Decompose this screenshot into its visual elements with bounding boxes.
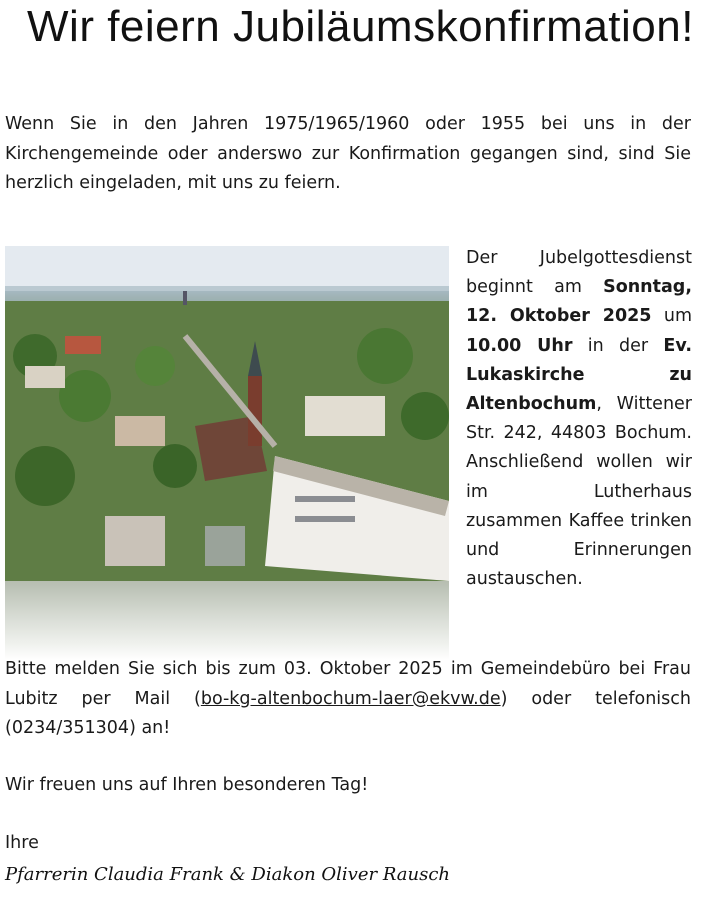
service-text-4: , Wittener Str. 242, 44803 Bochum. Anschließend wollen wir im Lutherhaus zusammen Kaffee trinken und Erinnerungen austauschen. (466, 394, 692, 590)
closing-text: Ihre (5, 833, 39, 853)
thanks-paragraph: Wir freuen uns auf Ihren besonderen Tag! (5, 775, 369, 795)
service-text-2: um (651, 306, 692, 327)
registration-paragraph (5, 655, 691, 744)
service-church: Ev. Lukaskirche zu Altenbochum (466, 335, 692, 415)
aerial-photo (5, 246, 449, 660)
service-date: Sonntag, 12. Oktober 2025 (466, 277, 692, 327)
service-time: 10.00 Uhr (466, 335, 573, 356)
signature: Pfarrerin Claudia Frank & Diakon Oliver Rausch (5, 864, 451, 885)
service-text-3: in der (572, 335, 664, 356)
register-text-1: Bitte melden Sie sich bis zum 03. Oktober 2025 im Gemeindebüro bei Frau Lubitz per Mail ( (5, 659, 691, 709)
aerial-photo-reflection (5, 581, 449, 660)
service-details (466, 244, 692, 594)
page-title: Wir feiern Jubiläumskonfirmation! (27, 2, 694, 51)
aerial-photo-drawing (5, 246, 449, 581)
register-text-2: ) oder telefonisch (0234/351304) an! (5, 688, 692, 738)
email-link[interactable]: bo-kg-altenbochum-laer@ekvw.de (200, 688, 501, 709)
service-text-1: Der Jubelgottesdienst beginnt am (466, 248, 692, 298)
intro-paragraph: Wenn Sie in den Jahren 1975/1965/1960 oder 1955 bei uns in der Kirchengemeinde oder anderswo zur Konfirmation gegangen sind, sind Sie herzlich eingeladen, mit uns zu feiern. (5, 114, 691, 193)
aerial-photo-main (5, 246, 449, 581)
